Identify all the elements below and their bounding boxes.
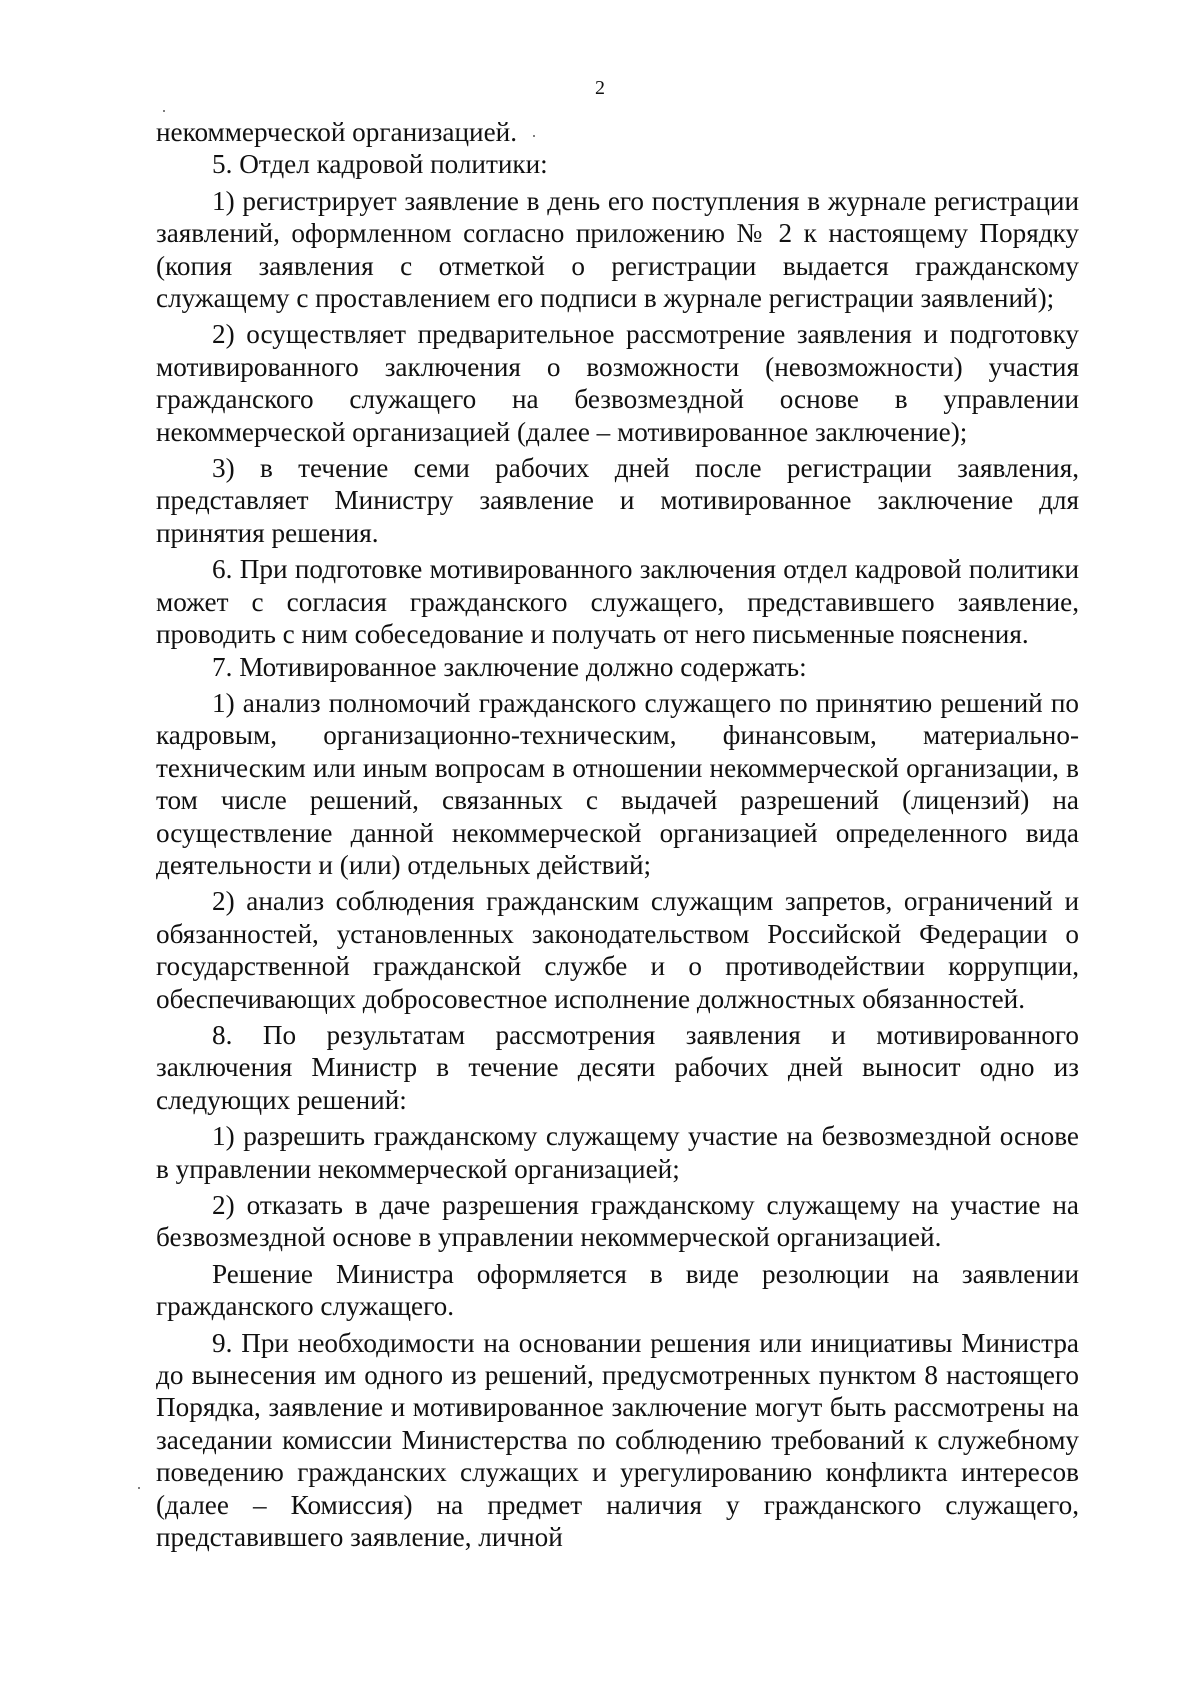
paragraph-item-8-2: 2) отказать в даче разрешения гражданскому служащему на участие на безвозмездной основе в управлении некоммерческой организацией. xyxy=(156,1190,1079,1253)
document-body xyxy=(156,116,1079,1553)
paragraph-item-8-1: 1) разрешить гражданскому служащему участие на безвозмездной основе в управлении некоммерческой организацией; xyxy=(156,1121,1079,1184)
paragraph-decision-form: Решение Министра оформляется в виде резолюции на заявлении гражданского служащего. xyxy=(156,1258,1079,1322)
paragraph-item-7-2: 2) анализ соблюдения гражданским служащим запретов, ограничений и обязанностей, установленных законодательством Российской Федерации о государственной гражданской службе и о противодействии коррупции, обеспечивающих добросовестное исполнение должностных обязанностей. xyxy=(156,886,1079,1014)
paragraph-item-5-3: 3) в течение семи рабочих дней после регистрации заявления, представляет Министру заявление и мотивированное заключение для принятия решения. xyxy=(156,453,1079,548)
scan-speck xyxy=(163,110,165,112)
paragraph-item-8: 8. По результатам рассмотрения заявления и мотивированного заключения Министр в течение десяти рабочих дней выносит одно из следующих решений: xyxy=(156,1019,1079,1115)
paragraph-item-6: 6. При подготовке мотивированного заключения отдел кадровой политики может с согласия гражданского служащего, представившего заявление, проводить с ним собеседование и получать от него письменные пояснения. xyxy=(156,554,1079,650)
paragraph-item-7-1: 1) анализ полномочий гражданского служащего по принятию решений по кадровым, организационно-техническим, финансовым, материально-техническим или иным вопросам в отношении некоммерческой организации, в том числе решений, связанных с выдачей разрешений (лицензий) на осуществление данной некоммерческой организацией определенного вида деятельности и (или) отдельных действий; xyxy=(156,687,1079,880)
scan-speck xyxy=(138,1487,140,1489)
paragraph-item-5-1: 1) регистрирует заявление в день его поступления в журнале регистрации заявлений, оформленном согласно приложению № 2 к настоящему Порядку (копия заявления с отметкой о регистрации выдается гражданскому служащему с проставлением его подписи в журнале регистрации заявлений); xyxy=(156,185,1079,314)
paragraph-item-7: 7. Мотивированное заключение должно содержать: xyxy=(212,651,807,682)
paragraph-item-5: 5. Отдел кадровой политики: xyxy=(212,149,548,180)
paragraph-item-9: 9. При необходимости на основании решения или инициативы Министра до вынесения им одного из решений, предусмотренных пунктом 8 настоящего Порядка, заявление и мотивированное заключение могут быть рассмотрены на заседании комиссии Министерства по соблюдению требований к служебному поведению гражданских служащих и урегулированию конфликта интересов (далее – Комиссия) на предмет наличия у гражданского служащего, представившего заявление, личной xyxy=(156,1327,1079,1553)
page-number: 2 xyxy=(595,77,605,99)
paragraph-continuation: некоммерческой организацией. xyxy=(156,117,517,147)
paragraph-item-5-2: 2) осуществляет предварительное рассмотрение заявления и подготовку мотивированного заключения о возможности (невозможности) участия гражданского служащего на безвозмездной основе в управлении некоммерческой организацией (далее – мотивированное заключение); xyxy=(156,319,1079,447)
